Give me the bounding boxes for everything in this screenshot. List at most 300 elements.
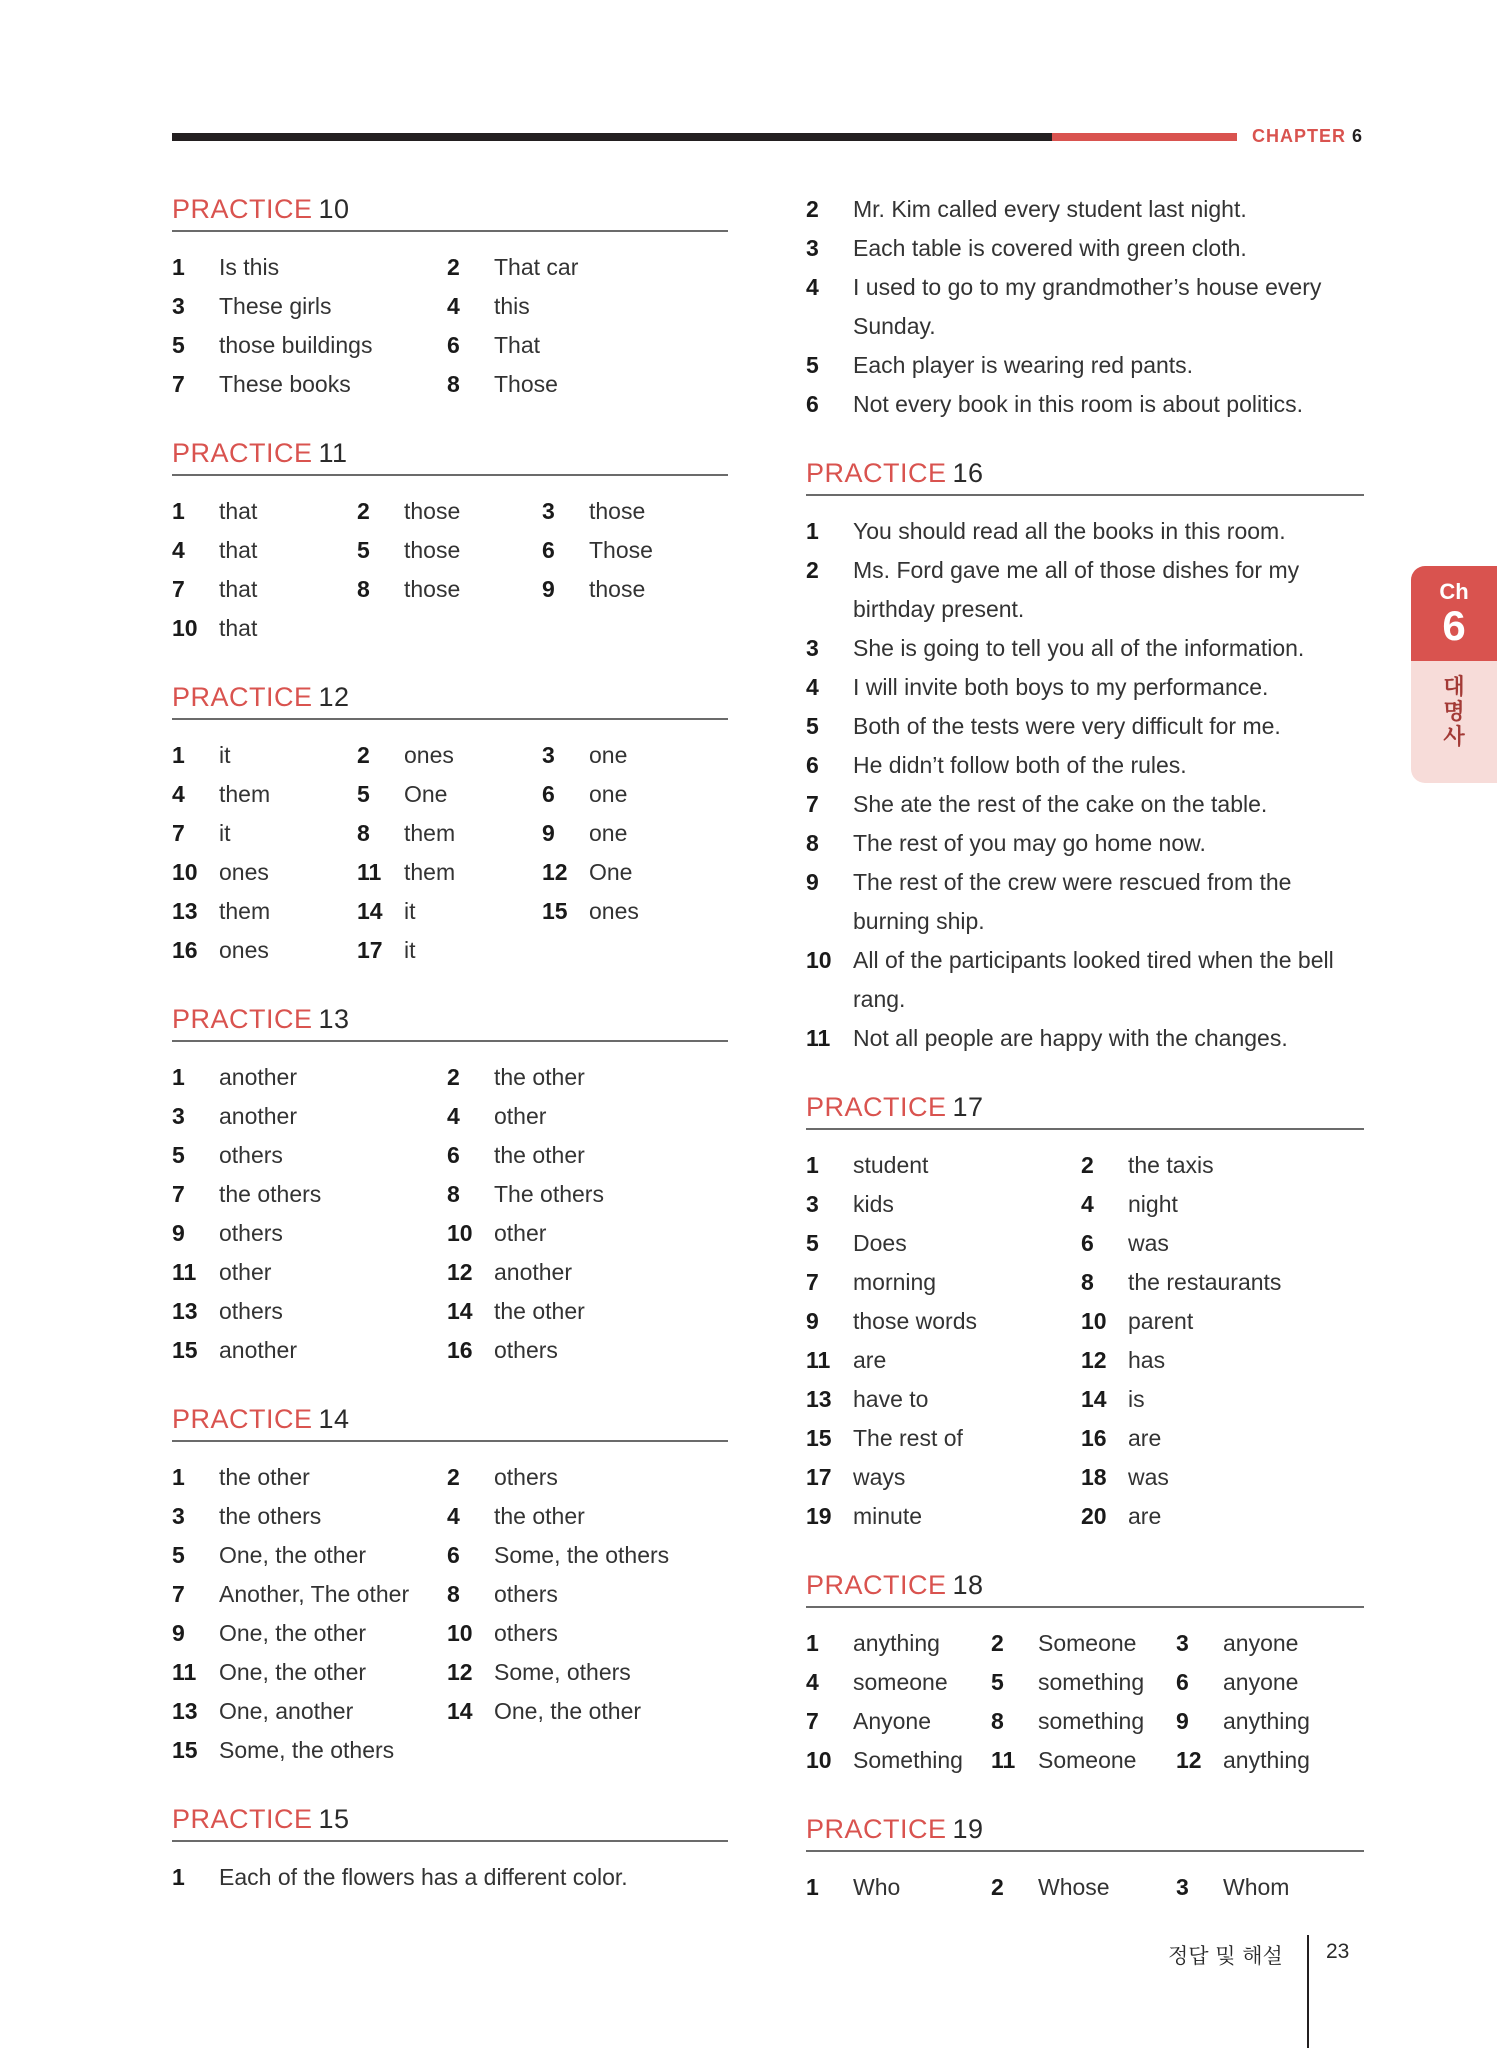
answer-text: it (219, 820, 231, 846)
answer-text: One, another (219, 1698, 354, 1724)
answer-item (447, 1214, 728, 1253)
answer-text: another (219, 1337, 298, 1363)
answer-item (806, 785, 1364, 824)
answer-item (447, 248, 728, 287)
answer-item (806, 1702, 991, 1741)
answer-number: 5 (806, 352, 819, 378)
practice-section (172, 1400, 728, 1770)
answer-number: 5 (991, 1669, 1004, 1695)
answer-item (447, 326, 728, 365)
answer-number: 6 (806, 752, 819, 778)
answer-text: one (589, 742, 628, 768)
answer-item (1081, 1263, 1364, 1302)
chapter-tab-number: 6 (1442, 602, 1466, 649)
answer-text: the other (494, 1064, 585, 1090)
answer-item (806, 824, 1364, 863)
answer-number: 8 (357, 820, 370, 846)
answer-number: 11 (806, 1347, 831, 1373)
answer-number: 8 (806, 830, 819, 856)
answer-text: other (494, 1220, 547, 1246)
answer-text: Whose (1038, 1874, 1110, 1900)
answer-item (447, 1497, 728, 1536)
answer-item (172, 931, 357, 970)
answer-item (172, 1858, 728, 1897)
practice-section (806, 1566, 1364, 1780)
answer-text: anything (1223, 1708, 1310, 1734)
answer-number: 11 (357, 859, 382, 885)
chapter-label-text: CHAPTER (1252, 126, 1347, 146)
answer-item (542, 492, 728, 531)
answer-text: them (404, 859, 456, 885)
answer-item (357, 853, 542, 892)
answer-text: Not every book in this room is about politics. (853, 391, 1303, 417)
answer-text: others (494, 1620, 558, 1646)
practice-section (806, 454, 1364, 1058)
answer-text: them (219, 781, 271, 807)
answer-number: 15 (172, 1337, 198, 1363)
practice-number: 13 (318, 1004, 350, 1034)
practice-number: 11 (318, 438, 348, 468)
answer-text: That car (494, 254, 579, 280)
answer-item (806, 1263, 1081, 1302)
practice-section (806, 190, 1364, 424)
answer-text: One, the other (219, 1620, 367, 1646)
answer-number: 2 (357, 498, 370, 524)
practice-section (806, 1810, 1364, 1907)
answer-item (1081, 1146, 1364, 1185)
answer-number: 20 (1081, 1503, 1107, 1529)
answer-number: 5 (172, 332, 185, 358)
answer-number: 1 (806, 1152, 819, 1178)
answer-text: Someone (1038, 1747, 1137, 1773)
section-divider (172, 718, 728, 720)
answer-number: 8 (447, 1581, 460, 1607)
answer-number: 12 (447, 1659, 473, 1685)
answer-item (357, 775, 542, 814)
answer-number: 7 (172, 371, 185, 397)
answer-number: 10 (806, 1747, 832, 1773)
answer-item (357, 814, 542, 853)
answer-number: 1 (172, 1864, 185, 1890)
answer-text: She ate the rest of the cake on the table. (853, 791, 1268, 817)
answer-number: 1 (172, 742, 185, 768)
answer-grid (172, 248, 728, 404)
section-divider (806, 1606, 1364, 1608)
answer-number: 3 (806, 635, 819, 661)
section-divider (172, 474, 728, 476)
answer-number: 11 (806, 1025, 831, 1051)
answer-text: that (219, 615, 258, 641)
answer-item (172, 736, 357, 775)
answer-text: someone (853, 1669, 948, 1695)
answer-text: Someone (1038, 1630, 1137, 1656)
section-divider (806, 494, 1364, 496)
answer-number: 7 (172, 820, 185, 846)
answer-number: 12 (1176, 1747, 1202, 1773)
answer-item (806, 1741, 991, 1780)
answer-number: 15 (172, 1737, 198, 1763)
answer-number: 12 (447, 1259, 473, 1285)
answer-item (1081, 1380, 1364, 1419)
answer-text: those (404, 537, 461, 563)
answer-number: 7 (806, 1708, 819, 1734)
answer-number: 4 (447, 1103, 460, 1129)
answer-text: She is going to tell you all of the information. (853, 635, 1305, 661)
answer-number: 7 (806, 1269, 819, 1295)
answer-text: it (404, 898, 416, 924)
chapter-tab-char: 대 (1443, 675, 1465, 700)
answer-item (172, 1097, 447, 1136)
answer-item (806, 668, 1364, 707)
answer-item (1176, 1741, 1364, 1780)
answer-item (542, 775, 728, 814)
answer-number: 4 (447, 293, 460, 319)
answer-text: anyone (1223, 1630, 1299, 1656)
answer-text: Some, the others (219, 1737, 395, 1763)
practice-title (172, 678, 728, 716)
answer-item (991, 1702, 1176, 1741)
answer-text: them (219, 898, 271, 924)
answer-text: are (1128, 1503, 1162, 1529)
answer-item (1176, 1624, 1364, 1663)
answer-text: that (219, 498, 258, 524)
practice-title (806, 1088, 1364, 1126)
answer-item (357, 570, 542, 609)
answer-item (806, 512, 1364, 551)
answer-text: ones (219, 859, 269, 885)
answer-number: 4 (806, 674, 819, 700)
answer-item (806, 1341, 1081, 1380)
answer-number: 10 (806, 947, 832, 973)
answer-number: 16 (172, 937, 198, 963)
answer-text: was (1128, 1464, 1169, 1490)
practice-label: PRACTICE (806, 1092, 947, 1122)
answer-number: 16 (447, 1337, 473, 1363)
answer-number: 9 (1176, 1708, 1189, 1734)
answer-number: 9 (172, 1620, 185, 1646)
answer-item (172, 326, 447, 365)
answer-item (172, 892, 357, 931)
answer-text: the restaurants (1128, 1269, 1282, 1295)
answer-text: the others (219, 1503, 322, 1529)
answer-item (991, 1663, 1176, 1702)
answer-number: 4 (806, 274, 819, 300)
practice-number: 17 (952, 1092, 984, 1122)
answer-item (172, 531, 357, 570)
answer-number: 2 (447, 1464, 460, 1490)
answer-text: night (1128, 1191, 1178, 1217)
answer-item (172, 814, 357, 853)
answer-text: He didn’t follow both of the rules. (853, 752, 1187, 778)
answer-text: others (219, 1220, 283, 1246)
answer-item (447, 1175, 728, 1214)
answer-item (172, 287, 447, 326)
answer-item (806, 385, 1364, 424)
answer-item (542, 814, 728, 853)
answer-text: ones (404, 742, 454, 768)
answer-number: 10 (447, 1620, 473, 1646)
answer-number: 2 (447, 254, 460, 280)
answer-text: Who (853, 1874, 901, 1900)
answer-number: 9 (806, 869, 819, 895)
answer-text: Is this (219, 254, 280, 280)
answer-number: 2 (806, 557, 819, 583)
answer-number: 9 (172, 1220, 185, 1246)
answer-text: those words (853, 1308, 978, 1334)
answer-text: those (589, 498, 646, 524)
answer-item (806, 1458, 1081, 1497)
answer-item (806, 941, 1364, 1019)
answer-text: was (1128, 1230, 1169, 1256)
answer-number: 11 (172, 1659, 197, 1685)
answer-item (172, 1575, 447, 1614)
chapter-tab-header (1411, 566, 1497, 661)
answer-item (172, 365, 447, 404)
answer-item (172, 853, 357, 892)
answer-text: Not all people are happy with the changes. (853, 1025, 1288, 1051)
practice-number: 12 (318, 682, 350, 712)
answer-item (542, 853, 728, 892)
answer-item (447, 1458, 728, 1497)
answer-text: You should read all the books in this room. (853, 518, 1286, 544)
answer-number: 16 (1081, 1425, 1107, 1451)
answer-text: Those (589, 537, 653, 563)
answer-number: 3 (172, 293, 185, 319)
answer-text: ways (853, 1464, 906, 1490)
practice-title (172, 190, 728, 228)
practice-number: 16 (952, 458, 984, 488)
answer-number: 6 (542, 781, 555, 807)
answer-number: 10 (172, 859, 198, 885)
answer-number: 12 (542, 859, 568, 885)
answer-item (172, 1653, 447, 1692)
answer-item (806, 1146, 1081, 1185)
answer-item (172, 1692, 447, 1731)
answer-item (806, 346, 1364, 385)
answer-item (1081, 1419, 1364, 1458)
answer-text: The others (494, 1181, 604, 1207)
answer-item (357, 736, 542, 775)
answer-number: 3 (172, 1103, 185, 1129)
answer-text: ones (219, 937, 269, 963)
answer-text: kids (853, 1191, 894, 1217)
answer-text: it (404, 937, 416, 963)
answer-number: 9 (542, 820, 555, 846)
answer-number: 2 (991, 1630, 1004, 1656)
answer-item (447, 1136, 728, 1175)
answer-list (172, 1858, 728, 1897)
answer-text: Those (494, 371, 558, 397)
answer-item (806, 1019, 1364, 1058)
answer-item (1081, 1497, 1364, 1536)
answer-number: 3 (172, 1503, 185, 1529)
answer-item (172, 492, 357, 531)
answer-number: 2 (447, 1064, 460, 1090)
answer-text: minute (853, 1503, 923, 1529)
chapter-side-tab (1411, 566, 1497, 783)
answer-text: All of the participants looked tired when the bell rang. (853, 947, 1334, 1012)
practice-number: 10 (318, 194, 350, 224)
page-number: 23 (1326, 1940, 1350, 1963)
answer-item (806, 190, 1364, 229)
chapter-tab-label: Ch (1439, 579, 1469, 604)
answer-text: the other (494, 1142, 585, 1168)
answer-text: another (494, 1259, 573, 1285)
section-divider (806, 1850, 1364, 1852)
answer-item (542, 570, 728, 609)
answer-number: 10 (447, 1220, 473, 1246)
answer-number: 6 (447, 332, 460, 358)
practice-section (172, 434, 728, 648)
answer-item (172, 1214, 447, 1253)
answer-number: 13 (172, 1298, 198, 1324)
chapter-tab-title (1411, 661, 1497, 783)
answer-number: 13 (172, 898, 198, 924)
practice-section (172, 1000, 728, 1370)
answer-item (1081, 1341, 1364, 1380)
answer-number: 3 (806, 1191, 819, 1217)
answer-number: 8 (447, 1181, 460, 1207)
answer-number: 18 (1081, 1464, 1107, 1490)
practice-label: PRACTICE (172, 1804, 313, 1834)
answer-number: 10 (1081, 1308, 1107, 1334)
answer-text: another (219, 1103, 298, 1129)
answer-item (806, 551, 1364, 629)
answer-text: that (219, 576, 258, 602)
answer-number: 1 (806, 1630, 819, 1656)
practice-label: PRACTICE (172, 438, 313, 468)
practice-label: PRACTICE (806, 458, 947, 488)
answer-text: Each player is wearing red pants. (853, 352, 1194, 378)
answer-text: Something (853, 1747, 963, 1773)
answer-text: are (1128, 1425, 1162, 1451)
answer-text: These books (219, 371, 351, 397)
answer-text: the others (219, 1181, 322, 1207)
footer-divider (1307, 1935, 1309, 2048)
answer-number: 3 (806, 235, 819, 261)
answer-number: 5 (172, 1542, 185, 1568)
answer-item (1081, 1185, 1364, 1224)
answer-text: Each of the flowers has a different color. (219, 1864, 628, 1890)
answer-text: those (404, 576, 461, 602)
answer-text: other (494, 1103, 547, 1129)
answer-item (806, 1224, 1081, 1263)
answer-text: One (404, 781, 448, 807)
answer-text: That (494, 332, 541, 358)
answer-text: are (853, 1347, 887, 1373)
answer-text: Does (853, 1230, 907, 1256)
answer-item (806, 1624, 991, 1663)
practice-title (172, 434, 728, 472)
section-divider (172, 1040, 728, 1042)
answer-text: anyone (1223, 1669, 1299, 1695)
practice-label: PRACTICE (172, 194, 313, 224)
answer-item (542, 531, 728, 570)
answer-item (172, 570, 357, 609)
practice-section (172, 190, 728, 404)
answer-text: I used to go to my grandmother’s house every Sunday. (853, 274, 1322, 339)
answer-number: 15 (806, 1425, 832, 1451)
practice-number: 18 (952, 1570, 984, 1600)
answer-item (542, 892, 728, 931)
answer-item (172, 1331, 447, 1370)
answer-text: Whom (1223, 1874, 1290, 1900)
answer-item (172, 1614, 447, 1653)
answer-text: one (589, 781, 628, 807)
answer-grid (806, 1624, 1364, 1780)
answer-text: Ms. Ford gave me all of those dishes for my birthday present. (853, 557, 1300, 622)
answer-number: 6 (1081, 1230, 1094, 1256)
answer-text: The rest of the crew were rescued from the burning ship. (853, 869, 1292, 934)
answer-text: The rest of (853, 1425, 963, 1451)
answer-number: 9 (542, 576, 555, 602)
answer-number: 2 (357, 742, 370, 768)
answer-number: 1 (806, 518, 819, 544)
practice-label: PRACTICE (172, 1404, 313, 1434)
section-divider (172, 230, 728, 232)
answer-text: Each table is covered with green cloth. (853, 235, 1247, 261)
answer-number: 19 (806, 1503, 832, 1529)
answer-number: 6 (1176, 1669, 1189, 1695)
practice-label: PRACTICE (806, 1814, 947, 1844)
answer-number: 10 (172, 615, 198, 641)
practice-title (806, 454, 1364, 492)
answer-item (172, 1136, 447, 1175)
practice-title (172, 1000, 728, 1038)
answer-text: something (1038, 1708, 1145, 1734)
answer-grid (806, 1868, 1364, 1907)
answer-text: that (219, 537, 258, 563)
answer-number: 1 (172, 498, 185, 524)
answer-item (172, 1175, 447, 1214)
practice-number: 15 (318, 1804, 350, 1834)
answer-text: others (219, 1298, 283, 1324)
answer-item (357, 892, 542, 931)
answer-number: 8 (447, 371, 460, 397)
answer-number: 3 (1176, 1630, 1189, 1656)
answer-number: 3 (542, 742, 555, 768)
answer-text: have to (853, 1386, 929, 1412)
answer-item (991, 1741, 1176, 1780)
answer-item (447, 1058, 728, 1097)
answer-item (172, 1292, 447, 1331)
answer-number: 8 (991, 1708, 1004, 1734)
practice-title (806, 1566, 1364, 1604)
answer-text: those (589, 576, 646, 602)
answer-item (172, 1058, 447, 1097)
answer-item (447, 287, 728, 326)
answer-number: 5 (806, 1230, 819, 1256)
answer-text: them (404, 820, 456, 846)
answer-grid (172, 492, 728, 648)
footer-label: 정답 및 해설 (1168, 1944, 1283, 1968)
answer-item (806, 268, 1364, 346)
answer-number: 5 (172, 1142, 185, 1168)
answer-item (1081, 1458, 1364, 1497)
answer-text: the other (494, 1298, 585, 1324)
answer-text: another (219, 1064, 298, 1090)
answer-number: 1 (172, 1464, 185, 1490)
answer-number: 1 (806, 1874, 819, 1900)
answer-item (806, 1663, 991, 1702)
answer-number: 1 (172, 1064, 185, 1090)
answer-item (357, 531, 542, 570)
answer-number: 15 (542, 898, 568, 924)
answer-number: 14 (447, 1698, 473, 1724)
practice-label: PRACTICE (172, 1004, 313, 1034)
chapter-label (1252, 126, 1363, 147)
answer-item (1081, 1302, 1364, 1341)
